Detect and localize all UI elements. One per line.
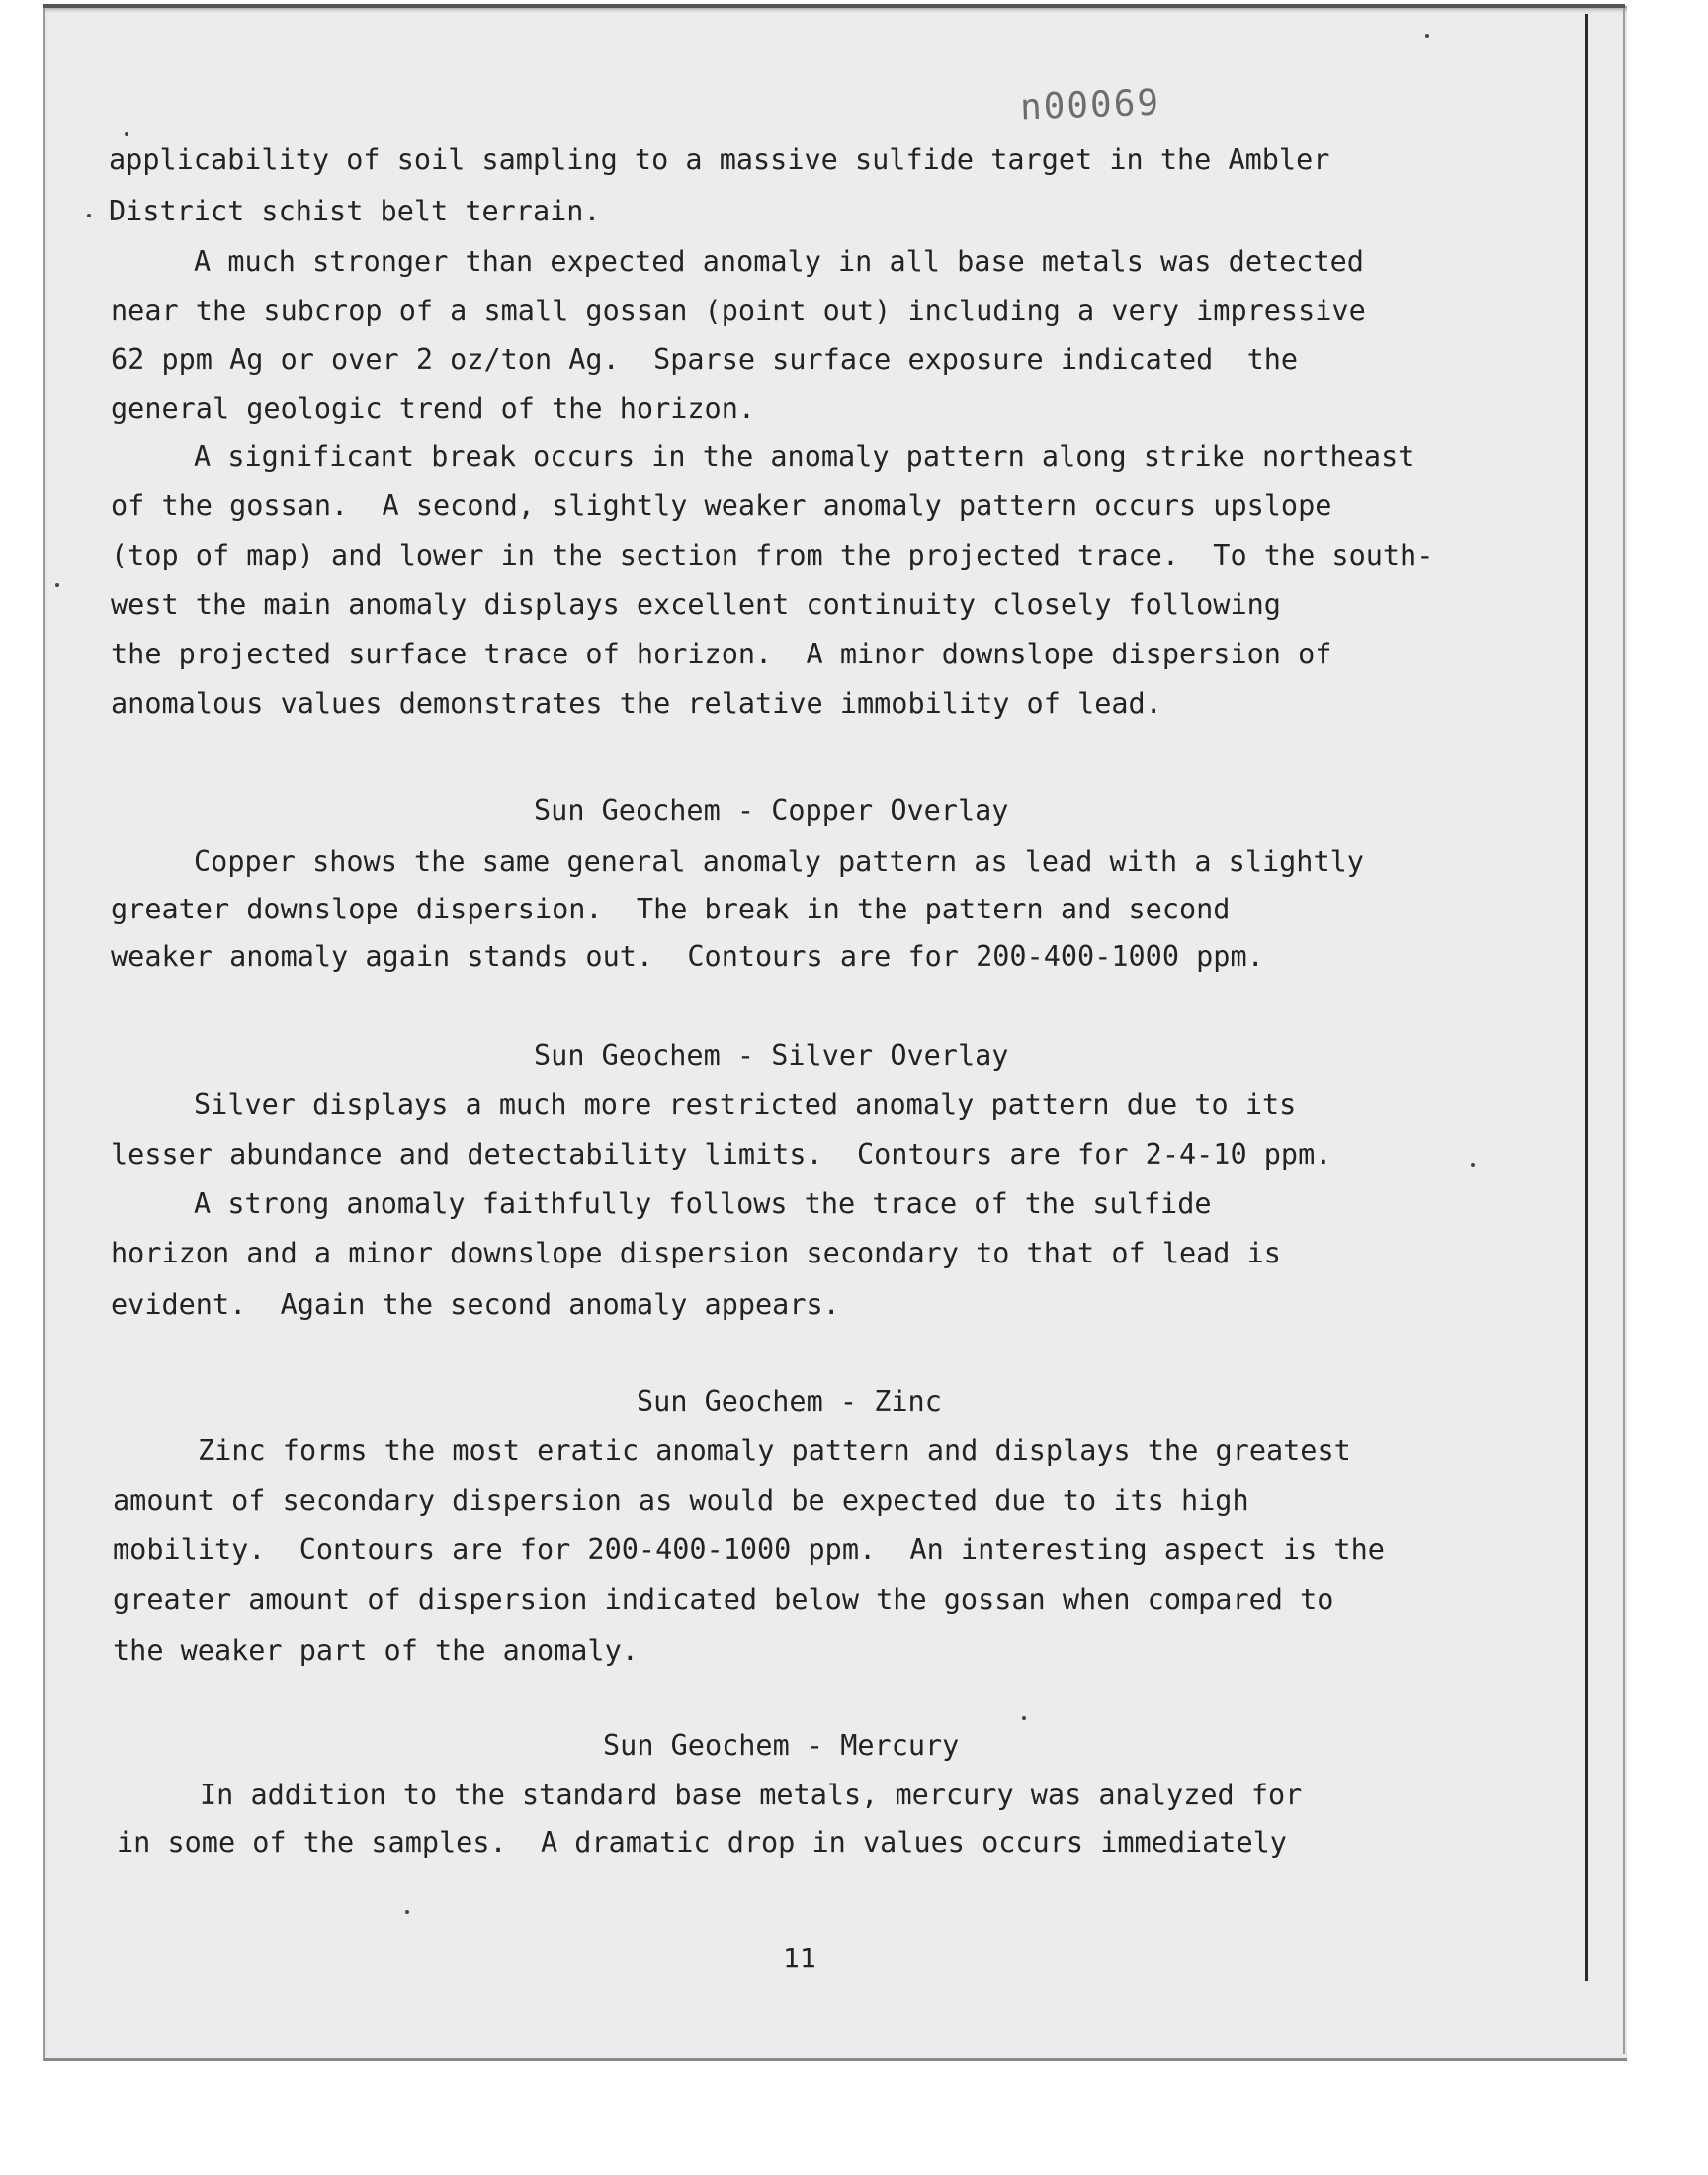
page-number: 11 <box>783 1942 816 1974</box>
text-line: In addition to the standard base metals, mercury was analyzed for <box>200 1779 1303 1811</box>
sheet-right-shadow <box>1585 14 1588 1981</box>
section-heading-zinc: Sun Geochem - Zinc <box>637 1385 942 1418</box>
text-line: lesser abundance and detectability limits. Contours are for 2-4-10 ppm. <box>111 1138 1332 1171</box>
text-line: weaker anomaly again stands out. Contours are for 200-400-1000 ppm. <box>111 940 1264 973</box>
text-line: general geologic trend of the horizon. <box>111 392 756 425</box>
text-line: greater amount of dispersion indicated below the gossan when compared to <box>113 1583 1334 1615</box>
text-line: A significant break occurs in the anomaly pattern along strike northeast <box>194 440 1415 473</box>
text-line: A strong anomaly faithfully follows the trace of the sulfide <box>194 1187 1212 1220</box>
text-line: amount of secondary dispersion as would be expected due to its high <box>113 1484 1249 1517</box>
sheet-top-edge <box>43 4 1625 8</box>
text-line: 62 ppm Ag or over 2 oz/ton Ag. Sparse surface exposure indicated the <box>111 343 1299 376</box>
section-heading-mercury: Sun Geochem - Mercury <box>603 1729 960 1762</box>
section-heading-copper: Sun Geochem - Copper Overlay <box>534 794 1009 826</box>
text-line: District schist belt terrain. <box>109 195 601 227</box>
sheet-right-edge <box>1623 8 1625 2054</box>
text-line: near the subcrop of a small gossan (point out) including a very impressive <box>111 295 1366 327</box>
scan-speck <box>405 1910 409 1914</box>
text-line: A much stronger than expected anomaly in all base metals was detected <box>194 245 1364 278</box>
text-line: (top of map) and lower in the section from the projected trace. To the south- <box>111 539 1434 571</box>
scan-speck <box>1022 1716 1026 1720</box>
text-line: Zinc forms the most eratic anomaly pattern and displays the greatest <box>198 1435 1351 1467</box>
text-line: Copper shows the same general anomaly pattern as lead with a slightly <box>194 845 1364 878</box>
scan-speck <box>55 583 59 587</box>
text-line: the projected surface trace of horizon. A minor downslope dispersion of <box>111 638 1332 670</box>
text-line: anomalous values demonstrates the relative immobility of lead. <box>111 687 1162 720</box>
text-line: of the gossan. A second, slightly weaker anomaly pattern occurs upslope <box>111 489 1332 522</box>
text-line: horizon and a minor downslope dispersion secondary to that of lead is <box>111 1237 1281 1269</box>
text-line: Silver displays a much more restricted anomaly pattern due to its <box>194 1088 1297 1121</box>
text-line: west the main anomaly displays excellent continuity closely following <box>111 588 1281 621</box>
text-line: the weaker part of the anomaly. <box>113 1634 639 1667</box>
scan-speck <box>1471 1163 1475 1167</box>
text-line: greater downslope dispersion. The break in the pattern and second <box>111 893 1231 925</box>
text-line: evident. Again the second anomaly appears. <box>111 1288 840 1321</box>
text-line: mobility. Contours are for 200-400-1000 ppm. An interesting aspect is the <box>113 1533 1385 1566</box>
section-heading-silver: Sun Geochem - Silver Overlay <box>534 1039 1009 1072</box>
document-stamp: n00069 <box>1019 82 1161 129</box>
scan-speck <box>1425 34 1429 38</box>
text-line: applicability of soil sampling to a massive sulfide target in the Ambler <box>109 143 1330 176</box>
scan-speck <box>87 214 91 218</box>
text-line: in some of the samples. A dramatic drop in values occurs immediately <box>117 1826 1287 1859</box>
scan-speck <box>125 132 128 136</box>
